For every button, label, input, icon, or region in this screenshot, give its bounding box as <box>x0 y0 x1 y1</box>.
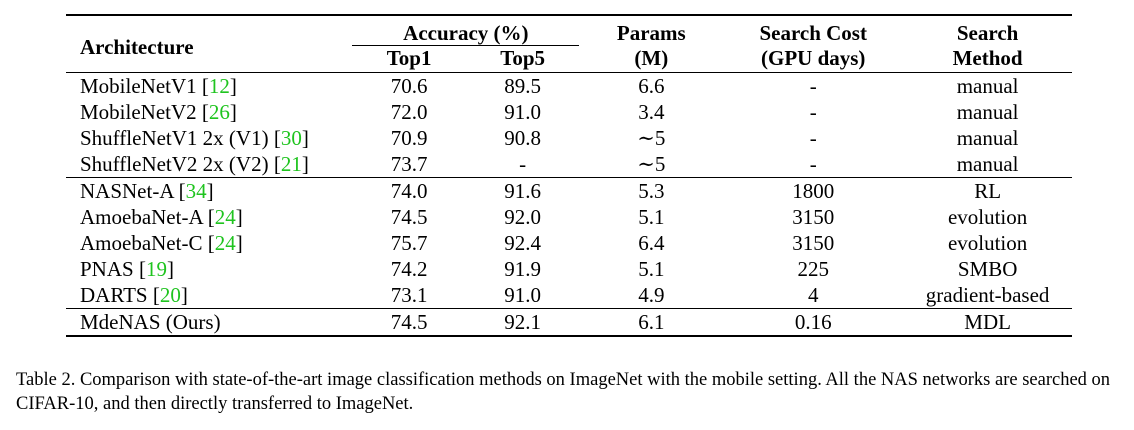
cell-architecture <box>66 309 352 337</box>
header-architecture: Architecture <box>80 34 194 59</box>
cell-params: 6.6 <box>638 74 665 98</box>
citation-link[interactable]: 19 <box>145 257 167 281</box>
citation-link[interactable]: 21 <box>280 152 302 176</box>
cell-top5: 91.6 <box>504 179 542 203</box>
architecture-name: ShuffleNetV2 2x (V2) <box>80 152 269 176</box>
cell-search-method: MDL <box>964 310 1011 334</box>
cell-params: 5.1 <box>638 205 665 229</box>
table-row <box>66 99 1072 125</box>
header-method-line1: Search <box>956 21 1019 46</box>
cell-search-cost: - <box>809 100 817 124</box>
architecture-name: AmoebaNet-C <box>80 231 203 255</box>
architecture-name: MobileNetV1 <box>80 74 197 98</box>
cell-architecture: DARTS [20] <box>80 283 188 307</box>
table-row <box>66 178 1072 205</box>
cell-search-method: manual <box>956 100 1019 124</box>
cell-params: 5.3 <box>638 179 665 203</box>
cell-top1: 72.0 <box>390 100 428 124</box>
cell-search-method: gradient-based <box>925 283 1050 307</box>
cell-params: ∼5 <box>637 126 666 150</box>
cell-search-method: manual <box>956 126 1019 150</box>
architecture-name: AmoebaNet-A <box>80 205 203 229</box>
cell-architecture: MobileNetV1 [12] <box>80 74 237 98</box>
table-row <box>66 125 1072 151</box>
cell-search-cost: - <box>809 152 817 176</box>
header-params-line2: (M) <box>634 45 669 70</box>
cell-search-cost: 4 <box>807 283 819 307</box>
cell-architecture: ShuffleNetV1 2x (V1) [30] <box>80 126 309 150</box>
cell-top5: 92.4 <box>504 231 542 255</box>
cell-top1: 70.6 <box>390 74 428 98</box>
cell-top1: 73.1 <box>390 283 428 307</box>
cell-top5: 91.9 <box>504 257 542 281</box>
cell-top5: 89.5 <box>504 74 542 98</box>
cell-top1: 74.2 <box>390 257 428 281</box>
cell-search-method: evolution <box>947 231 1028 255</box>
architecture-name: ShuffleNetV1 2x (V1) <box>80 126 269 150</box>
citation-link[interactable]: 24 <box>214 231 236 255</box>
cell-search-cost: 3150 <box>792 231 835 255</box>
cell-search-cost: - <box>809 126 817 150</box>
table-row <box>66 230 1072 256</box>
cell-architecture: ShuffleNetV2 2x (V2) [21] <box>80 152 309 176</box>
table-row <box>66 73 1072 100</box>
comparison-table-container <box>66 14 1072 337</box>
citation-link[interactable]: 20 <box>159 283 181 307</box>
cell-architecture: MobileNetV2 [26] <box>80 100 237 124</box>
table-row <box>66 282 1072 309</box>
cell-architecture: AmoebaNet-A [24] <box>80 205 243 229</box>
cell-search-method: evolution <box>947 205 1028 229</box>
architecture-name: MdeNAS (Ours) <box>80 310 221 334</box>
cell-search-cost: 1800 <box>792 179 835 203</box>
citation-link[interactable]: 24 <box>214 205 236 229</box>
cell-search-method: RL <box>974 179 1002 203</box>
cell-top5: 91.0 <box>504 283 542 307</box>
citation-link[interactable]: 30 <box>280 126 302 150</box>
cell-params: 5.1 <box>638 257 665 281</box>
cell-top1: 70.9 <box>390 126 428 150</box>
architecture-name: DARTS <box>80 283 148 307</box>
cell-search-cost: - <box>809 74 817 98</box>
cell-search-cost: 0.16 <box>794 310 832 334</box>
citation-link[interactable]: 12 <box>208 74 230 98</box>
header-accuracy-group: Accuracy (%) <box>352 15 579 46</box>
header-top1: Top1 <box>386 46 432 70</box>
table-caption: Table 2. Comparison with state-of-the-art image classification methods on ImageNet with the mobile setting. All the NAS networks are searched on CIFAR-10, and then directly transferred to ImageNet. <box>16 370 1111 414</box>
cell-top5: 90.8 <box>504 126 542 150</box>
cell-search-method: manual <box>956 152 1019 176</box>
header-cost-line2: (GPU days) <box>761 45 866 70</box>
architecture-name: MobileNetV2 <box>80 100 197 124</box>
cell-top5: - <box>519 152 527 176</box>
cell-search-method: SMBO <box>957 257 1018 281</box>
architecture-name: NASNet-A <box>80 179 174 203</box>
cell-top1: 74.5 <box>390 310 428 334</box>
cell-top1: 74.0 <box>390 179 428 203</box>
cell-params: 6.4 <box>638 231 665 255</box>
table-row <box>66 309 1072 337</box>
cell-top5: 92.0 <box>504 205 542 229</box>
cell-params: 3.4 <box>638 100 665 124</box>
table-body <box>66 73 1072 337</box>
cell-architecture: NASNet-A [34] <box>80 179 214 203</box>
comparison-table <box>66 14 1072 337</box>
cell-search-method: manual <box>956 74 1019 98</box>
cell-top5: 91.0 <box>504 100 542 124</box>
cell-top1: 75.7 <box>390 231 428 255</box>
citation-link[interactable]: 34 <box>185 179 207 203</box>
header-cost-line1: Search Cost <box>759 21 867 46</box>
header-top5: Top5 <box>500 46 546 70</box>
cell-params: 4.9 <box>638 283 665 307</box>
cell-params: ∼5 <box>637 152 666 176</box>
citation-link[interactable]: 26 <box>208 100 230 124</box>
cell-params: 6.1 <box>638 310 665 334</box>
header-method-line2: Method <box>952 45 1023 70</box>
cell-architecture: PNAS [19] <box>80 257 174 281</box>
cell-architecture: AmoebaNet-C [24] <box>80 231 243 255</box>
cell-top1: 74.5 <box>390 205 428 229</box>
table-row <box>66 204 1072 230</box>
cell-search-cost: 225 <box>797 257 829 281</box>
cell-top1: 73.7 <box>390 152 428 176</box>
architecture-name: PNAS <box>80 257 134 281</box>
header-params-line1: Params <box>616 21 686 46</box>
cell-search-cost: 3150 <box>792 205 835 229</box>
table-row <box>66 256 1072 282</box>
table-row <box>66 151 1072 178</box>
cell-top5: 92.1 <box>504 310 542 334</box>
